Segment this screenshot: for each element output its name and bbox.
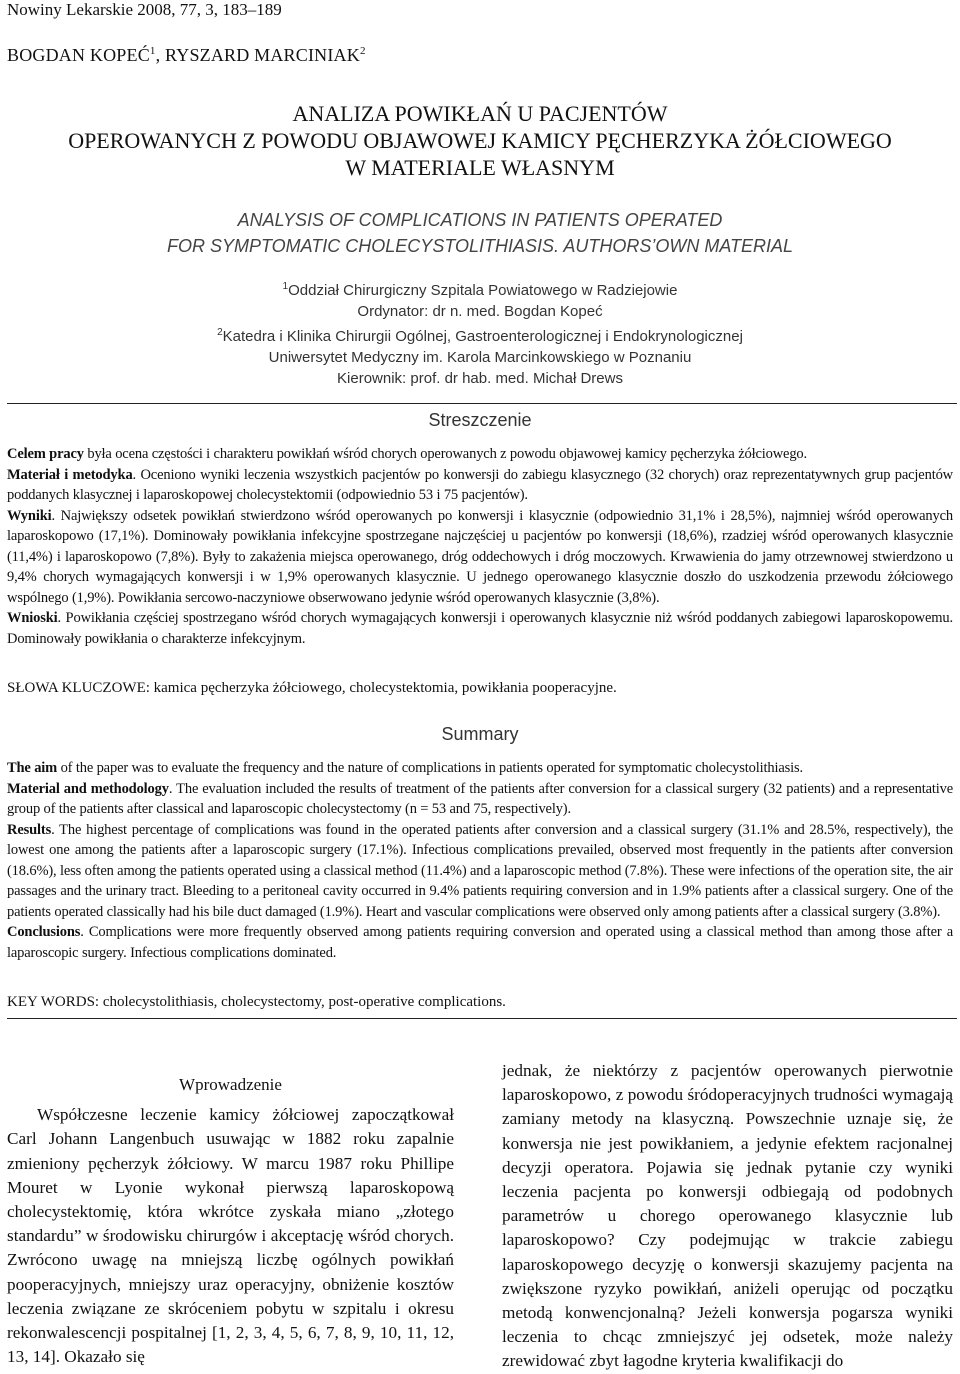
- abstract-text: . The highest percentage of complications was found in the operated patients after conversion and a classical surgery (31.1% and 28.5%, respectively), the lowest one among the patients after a laparoscopic surgery (17.1%). Infectious complications prevailed, observed most frequently in the patients after conversion (18.6%), less often among the patients operated using a classical method (11.4%) and a laparoscopic method (7.8%). These were infections of the operation site, the air passages and the urinary tract. Bleeding to a peritoneal cavity occurred in 9.4% patients requiring conversion and in 1.9% patients after a classical surgery. One of the patients operated classically had his bile duct damaged (1.9%). Heart and vascular complications were observed only among patients after a classical surgery (3.8%).: [7, 821, 953, 920]
- affiliation-mark: 2: [217, 327, 223, 338]
- title-line: OPEROWANYCH Z POWODU OBJAWOWEJ KAMICY PĘCHERZYKA ŻÓŁCIOWEGO: [68, 128, 892, 153]
- author-affiliation-mark: 1: [149, 45, 156, 57]
- section-divider: [7, 1018, 957, 1019]
- intro-paragraph: Współczesne leczenie kamicy żółciowej zapoczątkował Carl Johann Langenbuch usuwając w 1882 roku zapalnie zmieniony pęcherzyk żółciowy. W marcu 1987 roku Phillipe Mouret w Lyonie wykonał pierwszą laparoskopową cholecystektomię, która wkrótce zyskała miano „złotego standardu” w środowisku chirurgów i akceptację wśród chorych. Zwrócono uwagę na mniejszą liczbę ogólnych powikłań pooperacyjnych, mniejszy uraz operacyjny, obniżenie kosztów leczenia związane ze skróceniem pobytu w szpitalu i okresu rekonwalescencji pospitalnej [1, 2, 3, 4, 5, 6, 7, 8, 9, 10, 11, 12, 13, 14]. Okazało się: [7, 1105, 454, 1367]
- abstract-results: [7, 820, 953, 923]
- streszczenie-body: [7, 444, 953, 649]
- abstract-label: Results: [7, 821, 52, 838]
- abstract-results: [7, 506, 953, 609]
- intro-paragraph-continued: jednak, że niektórzy z pacjentów operowanych pierwotnie laparoskopowo, z powodu śródoperacyjnych trudności wymagają zamiany metody na klasyczną. Powszechnie uznaje się, że konwersja nie jest powikłaniem, a jedynie efektem racjonalnej decyzji operatora. Pojawia się jednak pytanie czy wyniki leczenia pacjenta po konwersji odbiegają od podobnych parametrów u chorego operowanego klasycznie lub laparoskopowo? Czy podejmując w trakcie zabiegu laparoskopowego decyzję o konwersji skazujemy pacjenta na zwiększone ryzyko powikłań, aniżeli operując od początku metodą konwencjonalną? Jeżeli konwersja pogarsza wyniki leczenia to chcąc zmniejszyć jej odsetek, może należy zrewidować zbyt łagodne kryteria kwalifikacji do: [502, 1061, 953, 1371]
- author-name: BOGDAN KOPEĆ: [7, 45, 150, 65]
- author-separator: ,: [155, 45, 166, 65]
- abstract-label: Material and methodology: [7, 780, 169, 797]
- abstract-aim: [7, 758, 953, 779]
- title-line: W MATERIALE WŁASNYM: [345, 155, 615, 180]
- abstract-text: . Powikłania częściej spostrzegano wśród chorych wymagających konwersji i operowanych klasycznie niż wśród poddanych zabiegowi laparoskopowemu. Dominowały powikłania o charakterze infekcyjnym.: [7, 610, 953, 647]
- abstract-text: . The evaluation included the results of treatment of the patients after conversion for a classical surgery (32 patients) and a representative group of the patients after classical and laparoscopic cholecystectomy (n = 53 and 75, respectively).: [7, 780, 953, 817]
- abstract-text: . Oceniono wyniki leczenia wszystkich pacjentów po konwersji do zabiegu klasycznego (32 chorych) oraz reprezentatywnych grup pacjentów poddanych klasycznej i laparoskopowej cholecystektomii (odpowiednio 53 i 75 pacjentów).: [7, 466, 953, 503]
- keywords-polish: SŁOWA KLUCZOWE: kamica pęcherzyka żółciowego, cholecystektomia, powikłania pooperacyjne.: [7, 680, 617, 696]
- section-divider: [7, 403, 957, 404]
- intro-heading: Wprowadzenie: [179, 1075, 282, 1094]
- abstract-label: Materiał i metodyka: [7, 466, 133, 483]
- intro-right-column: [502, 1059, 953, 1374]
- abstract-text: . Największy odsetek powikłań stwierdzono wśród operowanych po konwersji i klasycznie (odpowiednio 31,1% i 28,5%), najmniej wśród operowanych laparoskopowo (17,1%). Dominowały powikłania infekcyjne spostrzegane najczęściej u pacjentów po konwersji (18,6%), rzadziej wśród operowanych klasycznie (11,4%) i laparoskopowo (7,8%). Były to zakażenia miejsca operowanego, dróg oddechowych i dróg moczowych. Krwawienia do jamy otrzewnowej stwierdzono u 9,4% chorych wymagających konwersji i w 1,9% operowanych klasycznie. U jednego operowanego klasycznie doszło do uszkodzenia przewodu żółciowego wspólnego (1,9%). Powikłania sercowo-naczyniowe obserwowano jedynie wśród operowanych klasycznie (3,8%).: [7, 507, 953, 606]
- title-line: ANALIZA POWIKŁAŃ U PACJENTÓW: [292, 101, 668, 126]
- abstract-text: of the paper was to evaluate the frequency and the nature of complications in patients operated for symptomatic cholecystolithiasis.: [57, 760, 803, 776]
- journal-citation: Nowiny Lekarskie 2008, 77, 3, 183–189: [7, 0, 282, 19]
- summary-body: [7, 758, 953, 963]
- summary-heading: Summary: [441, 724, 519, 744]
- abstract-text: . Complications were more frequently observed among patients requiring conversion and operated using a classical method than among those after a laparoscopic surgery. Infectious complications dominated.: [7, 924, 953, 961]
- abstract-conclusions: [7, 922, 953, 963]
- keywords-english: KEY WORDS: cholecystolithiasis, cholecystectomy, post-operative complications.: [7, 994, 506, 1010]
- affiliation-mark: 1: [282, 281, 289, 292]
- intro-left-column: [7, 1073, 454, 1369]
- abstract-text: była ocena częstości i charakteru powikłań wśród chorych operowanych z powodu objawowej kamicy pęcherzyka żółciowego.: [83, 446, 808, 462]
- abstract-label: Celem pracy: [7, 446, 84, 462]
- abstract-conclusions: [7, 608, 953, 649]
- abstract-methods: [7, 465, 953, 506]
- abstract-label: Wyniki: [7, 507, 52, 524]
- abstract-label: The aim: [7, 760, 58, 776]
- author-name: RYSZARD MARCINIAK: [165, 45, 360, 65]
- abstract-label: Wnioski: [7, 610, 58, 626]
- affiliations: [0, 276, 960, 389]
- title-line: FOR SYMPTOMATIC CHOLECYSTOLITHIASIS. AUTHORS’OWN MATERIAL: [166, 236, 794, 256]
- title-line: ANALYSIS OF COMPLICATIONS IN PATIENTS OPERATED: [237, 210, 723, 230]
- affiliation-text: Oddział Chirurgiczny Szpitala Powiatowego w Radziejowie: [288, 282, 678, 299]
- abstract-label: Conclusions: [7, 924, 81, 940]
- author-list: [7, 45, 366, 66]
- title-polish: [0, 100, 960, 181]
- affiliation-university: Uniwersytet Medyczny im. Karola Marcinkowskiego w Poznaniu: [268, 349, 692, 366]
- affiliation-head: Kierownik: prof. dr hab. med. Michał Drews: [337, 370, 623, 387]
- abstract-aim: [7, 444, 953, 465]
- title-english: [0, 207, 960, 259]
- affiliation-2: [0, 322, 960, 347]
- streszczenie-heading: Streszczenie: [428, 410, 532, 430]
- author-affiliation-mark: 2: [359, 45, 366, 57]
- abstract-methods: [7, 779, 953, 820]
- affiliation-text: Katedra i Klinika Chirurgii Ogólnej, Gastroenterologicznej i Endokrynologicznej: [222, 328, 743, 345]
- affiliation-head: Ordynator: dr n. med. Bogdan Kopeć: [357, 303, 603, 320]
- affiliation-1: [0, 276, 960, 301]
